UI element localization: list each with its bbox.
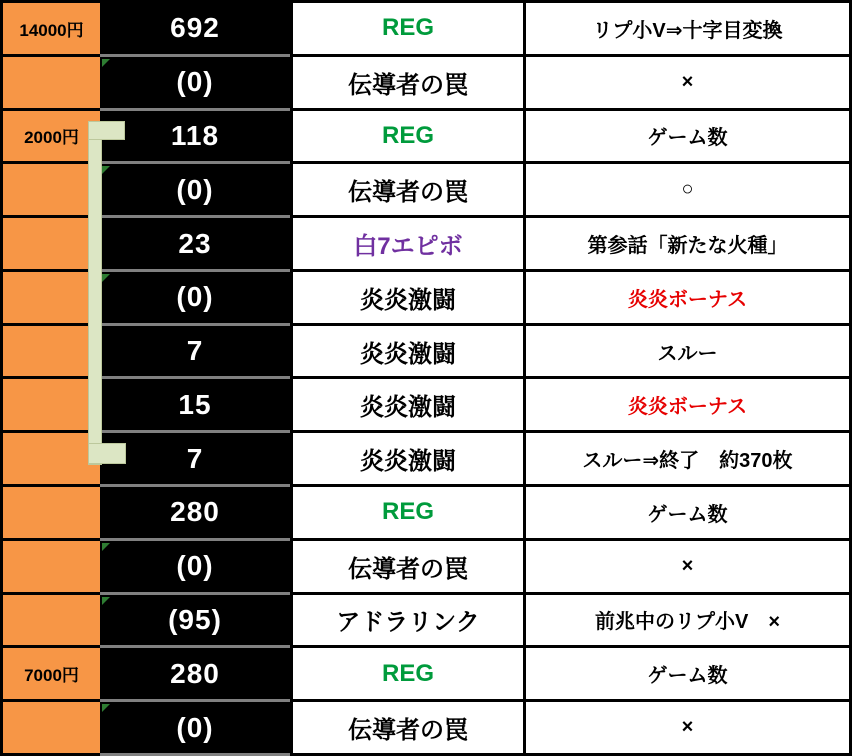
event-cell: [290, 111, 523, 165]
count-cell: [100, 111, 290, 165]
amount-cell: [3, 272, 100, 326]
table-row: [3, 702, 849, 756]
result-cell: [523, 326, 849, 380]
result-cell: [523, 648, 849, 702]
event-cell: [290, 433, 523, 487]
error-flag-icon: [102, 59, 110, 67]
count-value: (95): [168, 603, 222, 635]
count-cell: [100, 541, 290, 595]
result-cell: [523, 3, 849, 57]
result-cell: [523, 595, 849, 649]
error-flag-icon: [102, 274, 110, 282]
result-cell: [523, 218, 849, 272]
count-cell: [100, 595, 290, 649]
table-row: [3, 379, 849, 433]
result-label: ゲーム数: [647, 665, 728, 688]
count-cell: [100, 164, 290, 218]
result-label: リプ小V⇒十字目変換: [592, 19, 783, 42]
result-cell: [523, 541, 849, 595]
count-value: 7: [186, 335, 204, 367]
amount-cell: [3, 433, 100, 487]
event-cell: [290, 326, 523, 380]
event-cell: [290, 164, 523, 218]
event-label: REG: [381, 14, 434, 42]
amount-cell: [3, 487, 100, 541]
event-cell: [290, 379, 523, 433]
table-row: [3, 487, 849, 541]
table-row: [3, 111, 849, 165]
group-bracket-top-cap: [88, 121, 125, 140]
event-label: REG: [381, 498, 434, 526]
result-cell: [523, 164, 849, 218]
event-label: 白7エピボ: [353, 233, 463, 261]
result-cell: [523, 111, 849, 165]
amount-cell: [3, 164, 100, 218]
result-label: ゲーム数: [647, 127, 728, 150]
amount-cell: [3, 541, 100, 595]
count-cell: [100, 57, 290, 111]
result-cell: [523, 272, 849, 326]
count-value: 118: [170, 119, 220, 151]
amount-cell: [3, 3, 100, 57]
count-cell: [100, 218, 290, 272]
count-cell: [100, 326, 290, 380]
event-label: 炎炎激闘: [360, 448, 456, 476]
count-value: 692: [170, 12, 220, 44]
count-value: (0): [176, 281, 214, 313]
count-value: 15: [178, 388, 212, 420]
table-row: [3, 595, 849, 649]
count-value: 280: [170, 496, 220, 528]
group-bracket-bottom-cap: [88, 443, 126, 464]
count-cell: [100, 3, 290, 57]
result-label: 第参話「新たな火種」: [587, 235, 788, 258]
result-label: スルー⇒終了 約370枚: [582, 450, 793, 473]
count-value: 7: [186, 442, 204, 474]
count-cell: [100, 379, 290, 433]
amount-cell: [3, 57, 100, 111]
result-cell: [523, 487, 849, 541]
count-value: 280: [170, 657, 220, 689]
amount-label: 7000円: [24, 666, 79, 686]
table-row: [3, 433, 849, 487]
table-row: [3, 164, 849, 218]
amount-label: 2000円: [24, 128, 79, 148]
event-cell: [290, 3, 523, 57]
count-cell: [100, 702, 290, 756]
result-cell: [523, 379, 849, 433]
amount-cell: [3, 111, 100, 165]
result-label: ×: [681, 554, 694, 577]
result-cell: [523, 57, 849, 111]
table-row: [3, 648, 849, 702]
count-cell: [100, 433, 290, 487]
count-cell: [100, 648, 290, 702]
result-label: ゲーム数: [647, 503, 728, 526]
table-row: [3, 3, 849, 57]
amount-cell: [3, 218, 100, 272]
event-cell: [290, 648, 523, 702]
result-cell: [523, 433, 849, 487]
count-cell: [100, 272, 290, 326]
event-label: 伝導者の罠: [348, 717, 468, 745]
error-flag-icon: [102, 543, 110, 551]
event-cell: [290, 702, 523, 756]
error-flag-icon: [102, 166, 110, 174]
result-label: スルー: [657, 342, 718, 365]
event-label: 伝導者の罠: [348, 71, 468, 99]
event-label: REG: [381, 121, 434, 149]
result-label: ×: [681, 70, 694, 93]
table-row: [3, 218, 849, 272]
error-flag-icon: [102, 597, 110, 605]
event-cell: [290, 272, 523, 326]
event-label: 炎炎激闘: [360, 394, 456, 422]
table-row: [3, 57, 849, 111]
result-label: 炎炎ボーナス: [627, 288, 748, 311]
amount-label: 14000円: [19, 20, 84, 40]
event-cell: [290, 487, 523, 541]
event-cell: [290, 57, 523, 111]
count-value: (0): [176, 66, 214, 98]
result-cell: [523, 702, 849, 756]
event-label: 炎炎激闘: [360, 286, 456, 314]
event-label: アドラリンク: [336, 609, 480, 637]
result-label: ×: [681, 716, 694, 739]
amount-cell: [3, 326, 100, 380]
group-bracket-bar: [88, 121, 102, 465]
event-label: 伝導者の罠: [348, 555, 468, 583]
result-label: 炎炎ボーナス: [627, 396, 748, 419]
event-cell: [290, 595, 523, 649]
event-label: REG: [381, 659, 434, 687]
count-value: 23: [178, 227, 212, 259]
count-value: (0): [176, 173, 214, 205]
amount-cell: [3, 648, 100, 702]
result-label: 前兆中のリプ小V ×: [594, 611, 781, 634]
error-flag-icon: [102, 704, 110, 712]
count-value: (0): [176, 711, 214, 743]
event-label: 伝導者の罠: [348, 179, 468, 207]
result-label: ○: [681, 178, 694, 201]
table-row: [3, 272, 849, 326]
event-cell: [290, 218, 523, 272]
table-row: [3, 541, 849, 595]
amount-cell: [3, 595, 100, 649]
event-cell: [290, 541, 523, 595]
amount-cell: [3, 702, 100, 756]
amount-cell: [3, 379, 100, 433]
event-label: 炎炎激闘: [360, 340, 456, 368]
count-cell: [100, 487, 290, 541]
count-value: (0): [176, 550, 214, 582]
table-row: [3, 326, 849, 380]
